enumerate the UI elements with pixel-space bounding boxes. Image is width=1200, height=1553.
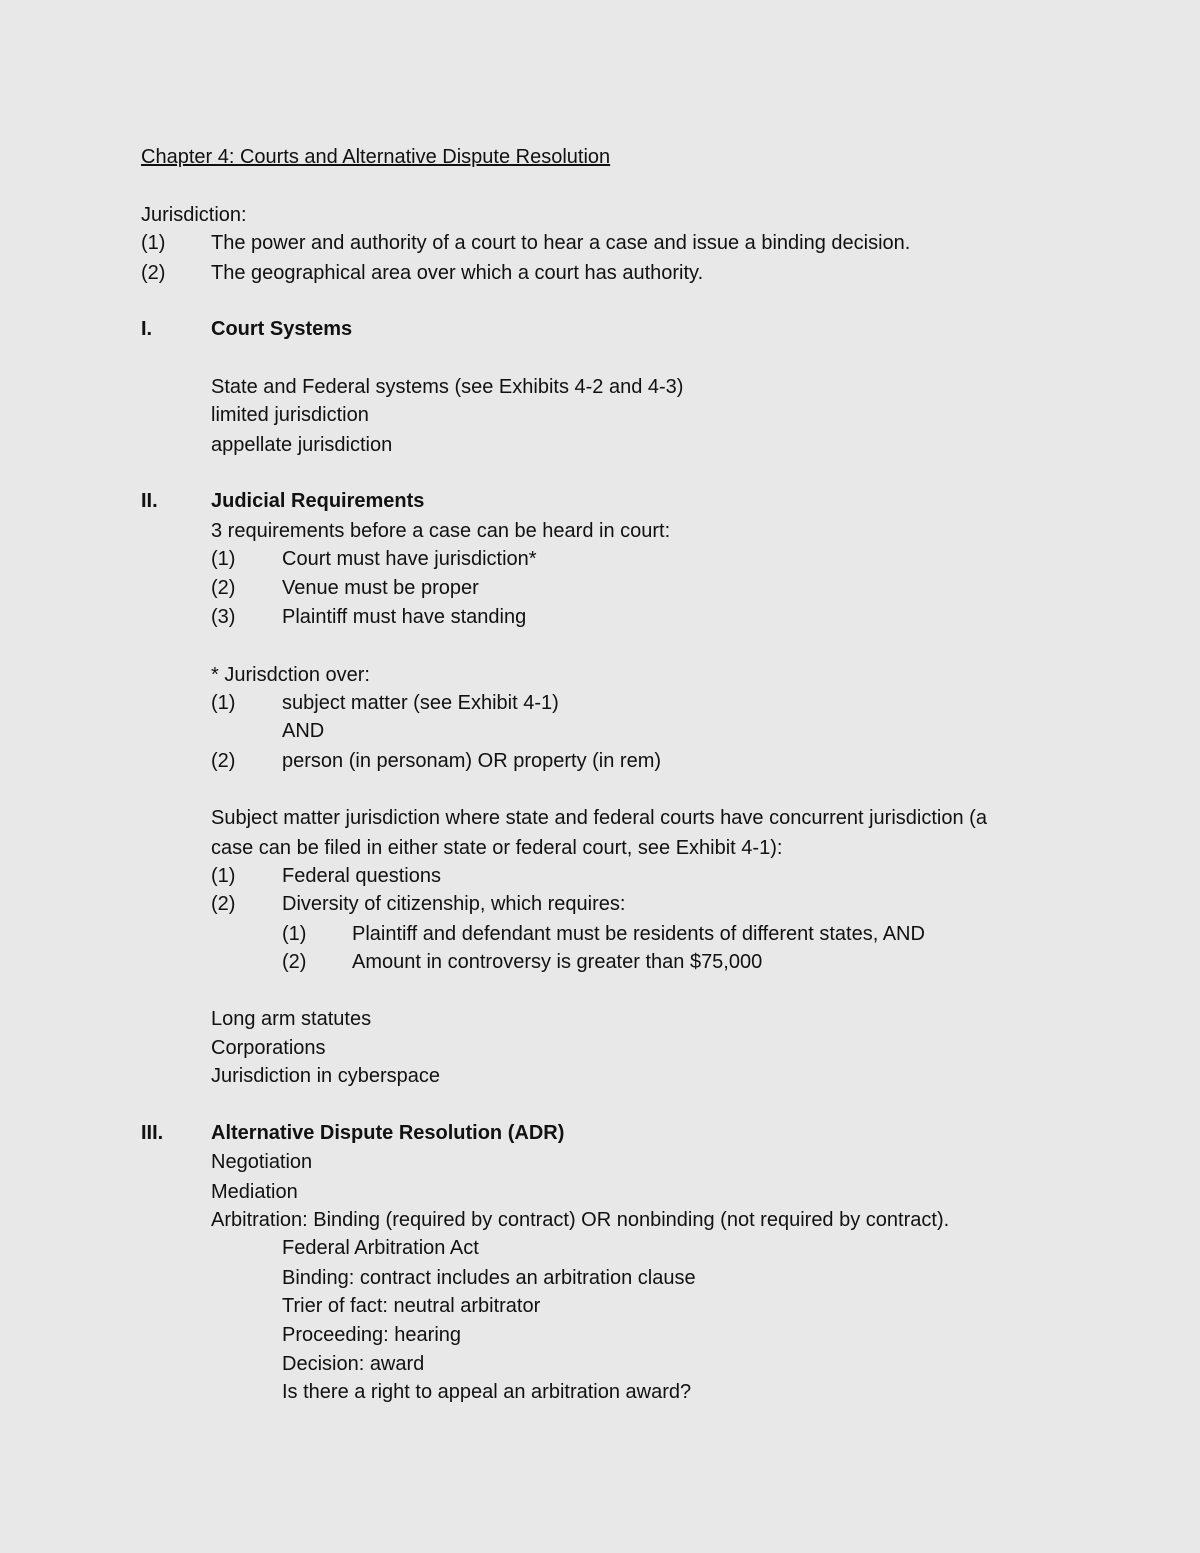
text-line: Jurisdiction in cyberspace bbox=[211, 1065, 440, 1087]
text-line: limited jurisdiction bbox=[211, 404, 369, 426]
text-line: Corporations bbox=[211, 1037, 326, 1059]
text-line: Mediation bbox=[211, 1181, 298, 1203]
text-line: State and Federal systems (see Exhibits 4-2 and 4-3) bbox=[211, 376, 684, 398]
section-numeral: I. bbox=[141, 318, 153, 340]
list-item: The power and authority of a court to hear a case and issue a binding decision. bbox=[211, 232, 911, 254]
list-item: Diversity of citizenship, which requires: bbox=[282, 893, 626, 915]
jurisdiction-label: Jurisdiction: bbox=[141, 204, 247, 226]
text-line: Negotiation bbox=[211, 1151, 313, 1173]
list-number: (2) bbox=[211, 577, 236, 599]
text-line: Trier of fact: neutral arbitrator bbox=[282, 1295, 541, 1317]
list-item: Federal questions bbox=[282, 865, 441, 887]
document-title: Chapter 4: Courts and Alternative Dispute Resolution bbox=[141, 146, 611, 168]
list-item: Plaintiff must have standing bbox=[282, 606, 527, 628]
section-heading: Judicial Requirements bbox=[211, 490, 425, 512]
text-line: Arbitration: Binding (required by contract) OR nonbinding (not required by contract). bbox=[211, 1209, 950, 1231]
list-number: (2) bbox=[211, 893, 236, 915]
list-number: (3) bbox=[211, 606, 236, 628]
list-item: Venue must be proper bbox=[282, 577, 479, 599]
text-line: AND bbox=[282, 720, 325, 742]
list-number: (1) bbox=[141, 232, 166, 254]
list-number: (1) bbox=[211, 692, 236, 714]
text-line: Long arm statutes bbox=[211, 1008, 372, 1030]
section-numeral: III. bbox=[141, 1122, 164, 1144]
section-heading: Alternative Dispute Resolution (ADR) bbox=[211, 1122, 565, 1144]
text-line: Subject matter jurisdiction where state and federal courts have concurrent jurisdiction (a bbox=[211, 807, 987, 829]
list-number: (1) bbox=[282, 923, 307, 945]
section-heading: Court Systems bbox=[211, 318, 353, 340]
section-numeral: II. bbox=[141, 490, 158, 512]
list-item: subject matter (see Exhibit 4-1) bbox=[282, 692, 559, 714]
list-item: Amount in controversy is greater than $75,000 bbox=[352, 951, 763, 973]
text-line: Proceeding: hearing bbox=[282, 1324, 462, 1346]
list-item: Plaintiff and defendant must be residents of different states, AND bbox=[352, 923, 925, 945]
list-item: Court must have jurisdiction* bbox=[282, 548, 537, 570]
list-number: (1) bbox=[211, 865, 236, 887]
text-line: Is there a right to appeal an arbitration award? bbox=[282, 1381, 692, 1403]
list-item: person (in personam) OR property (in rem) bbox=[282, 750, 662, 772]
text-line: Federal Arbitration Act bbox=[282, 1237, 479, 1259]
text-line: Binding: contract includes an arbitration clause bbox=[282, 1267, 696, 1289]
text-line: case can be filed in either state or federal court, see Exhibit 4-1): bbox=[211, 837, 783, 859]
list-number: (2) bbox=[211, 750, 236, 772]
text-line: appellate jurisdiction bbox=[211, 434, 393, 456]
text-line: Decision: award bbox=[282, 1353, 425, 1375]
text-line: * Jurisdction over: bbox=[211, 664, 370, 686]
text-line: 3 requirements before a case can be heard in court: bbox=[211, 520, 671, 542]
list-item: The geographical area over which a court has authority. bbox=[211, 262, 704, 284]
list-number: (2) bbox=[282, 951, 307, 973]
list-number: (1) bbox=[211, 548, 236, 570]
list-number: (2) bbox=[141, 262, 166, 284]
